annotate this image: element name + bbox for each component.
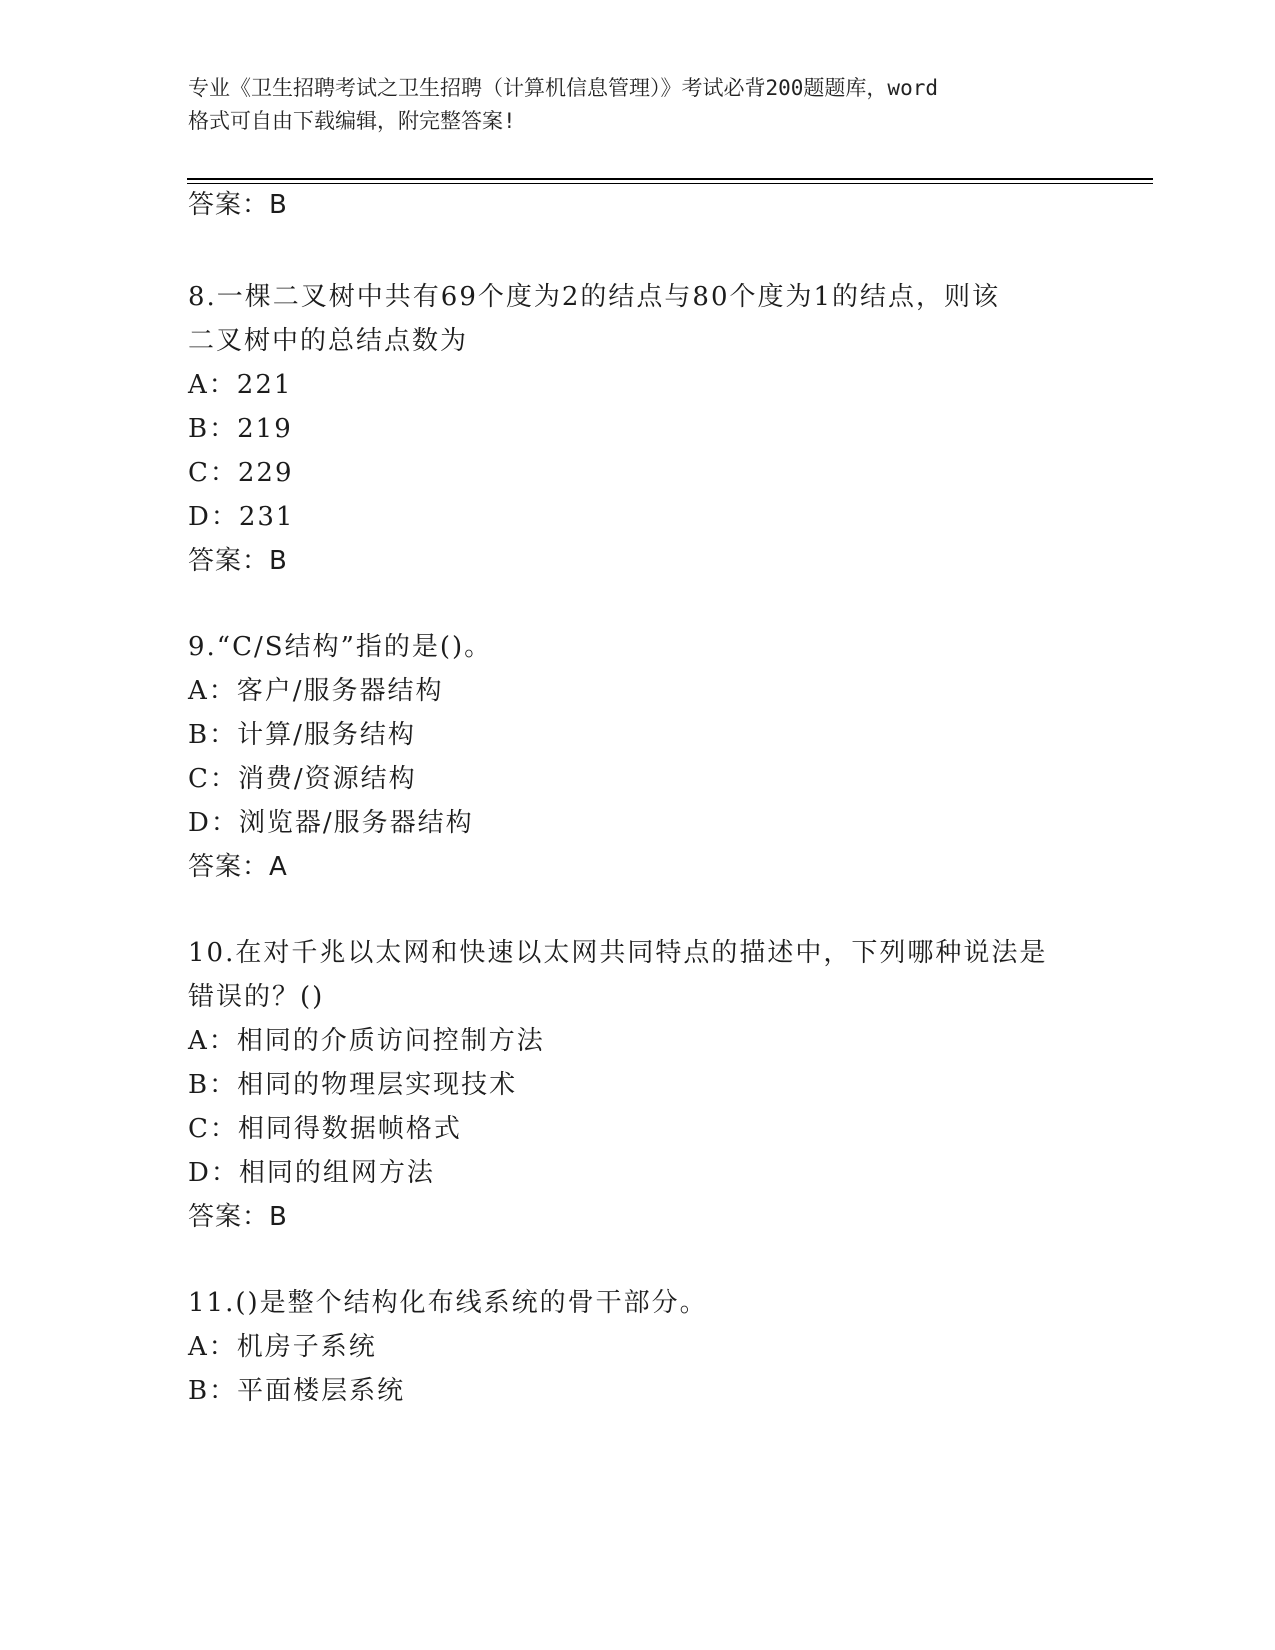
- question-11-text-1: 11.()是整个结构化布线系统的骨干部分。: [188, 1288, 708, 1318]
- question-10-option-b: B：相同的物理层实现技术: [188, 1070, 518, 1100]
- question-9-text-1: 9.“C/S结构”指的是()。: [188, 632, 493, 662]
- question-10-option-a: A：相同的介质访问控制方法: [188, 1026, 545, 1056]
- question-10-text-2: 错误的？(): [188, 982, 325, 1012]
- question-10-answer: 答案：B: [188, 1202, 288, 1232]
- question-10-option-c: C：相同得数据帧格式: [188, 1114, 462, 1144]
- question-11-option-b: B：平面楼层系统: [188, 1376, 406, 1406]
- question-8-text-1: 8.一棵二叉树中共有69个度为2的结点与80个度为1的结点，则该: [188, 282, 1001, 312]
- header-line-1-text: 专业《卫生招聘考试之卫生招聘（计算机信息管理）》考试必背200题题库，word: [188, 76, 938, 100]
- question-8-option-d: D：231: [188, 502, 295, 532]
- question-8-text-2: 二叉树中的总结点数为: [188, 326, 469, 356]
- question-11-option-a: A：机房子系统: [188, 1332, 377, 1362]
- answer-prev: 答案：B: [188, 190, 288, 220]
- question-9-option-b: B：计算/服务结构: [188, 720, 416, 750]
- question-10-text-1: 10.在对千兆以太网和快速以太网共同特点的描述中，下列哪种说法是: [188, 938, 1048, 968]
- question-10-option-d: D：相同的组网方法: [188, 1158, 435, 1188]
- header-divider-thick: [187, 178, 1153, 180]
- question-9-option-c: C：消费/资源结构: [188, 764, 417, 794]
- question-8-option-a: A：221: [188, 370, 293, 400]
- question-9-answer: 答案：A: [188, 852, 288, 882]
- question-8-option-c: C：229: [188, 458, 294, 488]
- question-9-option-a: A：客户/服务器结构: [188, 676, 444, 706]
- question-9-option-d: D：浏览器/服务器结构: [188, 808, 474, 838]
- question-8-option-b: B：219: [188, 414, 293, 444]
- document-header: [188, 72, 1108, 138]
- question-8-answer: 答案：B: [188, 546, 288, 576]
- header-line-2-text: 格式可自由下载编辑，附完整答案!: [188, 109, 516, 133]
- header-divider-thin: [187, 183, 1153, 184]
